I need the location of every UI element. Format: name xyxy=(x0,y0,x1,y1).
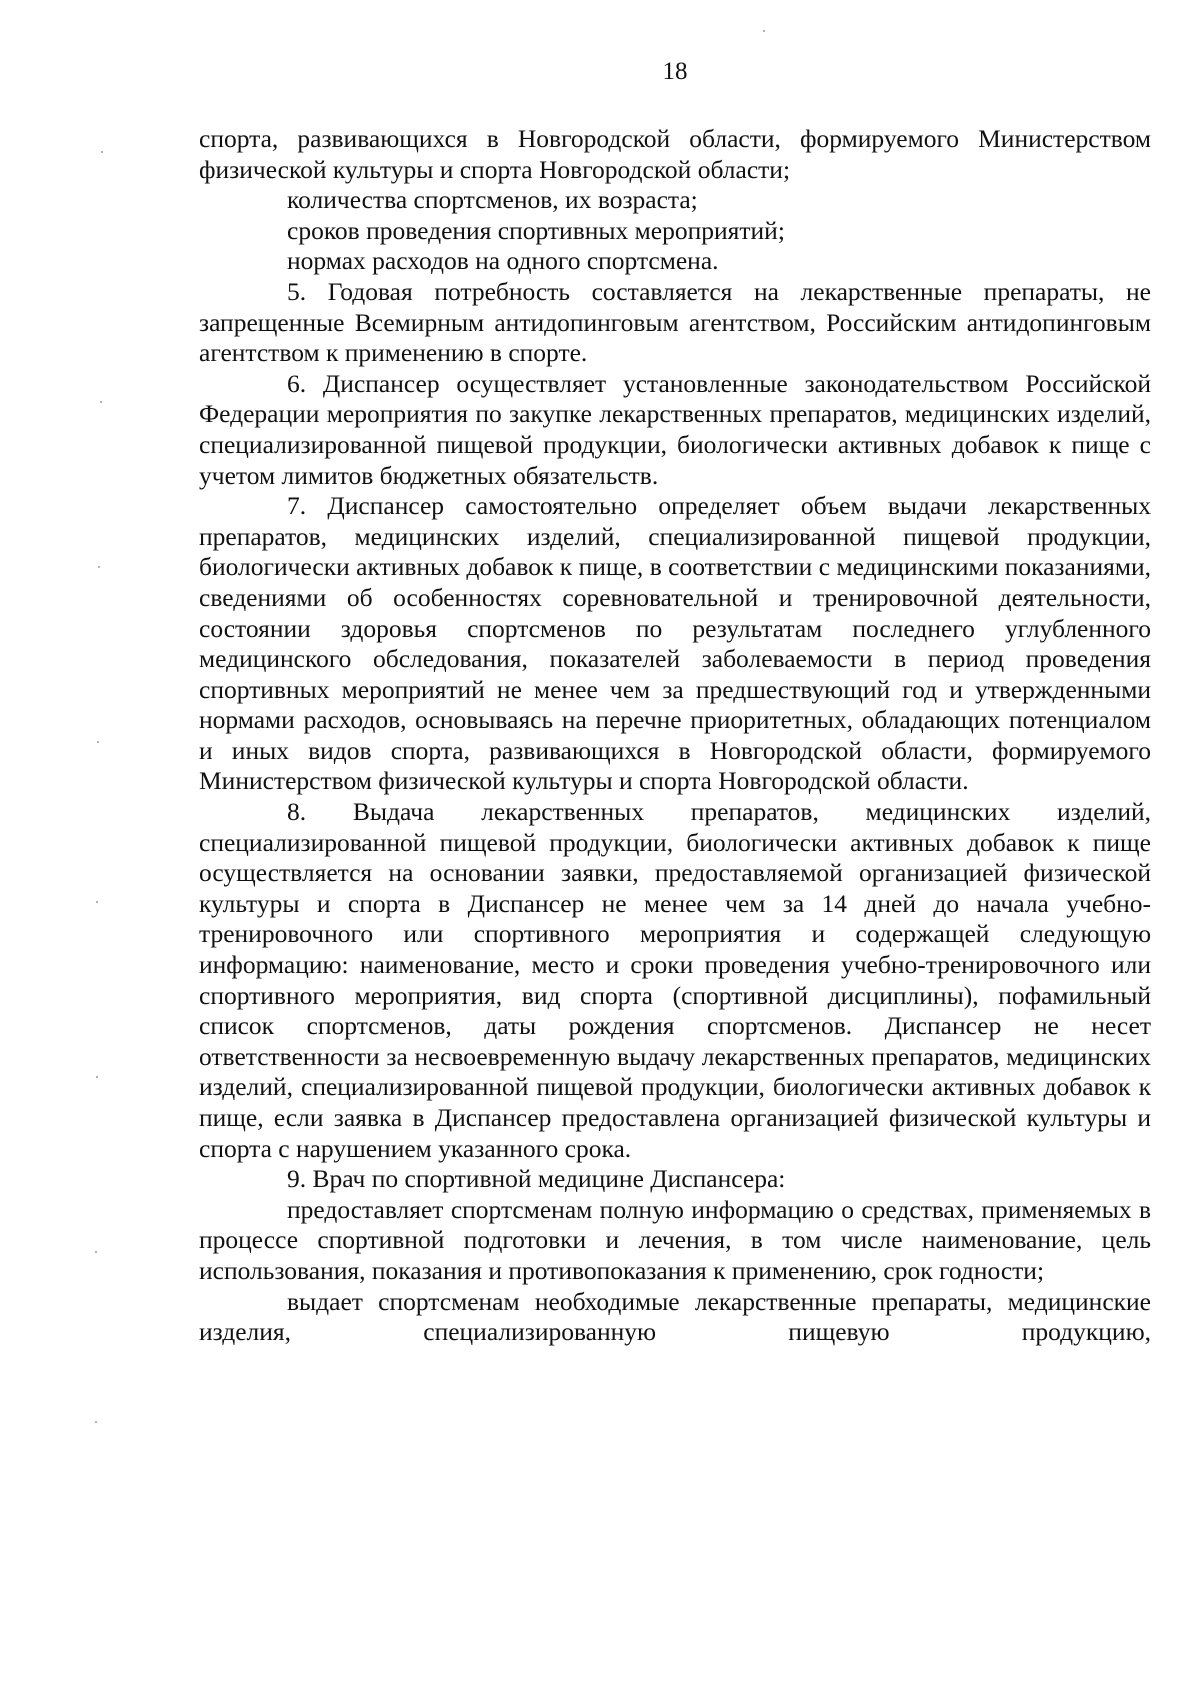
paragraph-item-9-information: предоставляет спортсменам полную информацию о средствах, применяемых в процессе спортивной подготовки и лечения, в том числе наименование, цель использования, показания и противопоказания к применению, срок годности; xyxy=(199,1194,1151,1285)
scan-speck xyxy=(763,30,765,32)
scan-speck xyxy=(95,1251,97,1253)
document-body xyxy=(199,124,1151,1348)
scan-speck xyxy=(100,401,102,403)
scan-speck xyxy=(101,151,103,153)
paragraph-list-item-athletes-count: количества спортсменов, их возраста; xyxy=(287,185,698,215)
scan-speck xyxy=(95,1421,97,1423)
scan-speck xyxy=(98,566,100,568)
paragraph-continuation: спорта, развивающихся в Новгородской области, формируемого Министерством физической культуры и спорта Новгородской области; xyxy=(199,124,1151,184)
scan-speck xyxy=(96,1076,98,1078)
paragraph-item-9-issuance: выдает спортсменам необходимые лекарственные препараты, медицинские изделия, специализированную пищевую продукцию, xyxy=(199,1286,1151,1347)
paragraph-list-item-event-dates: сроков проведения спортивных мероприятий; xyxy=(287,215,785,245)
scan-speck xyxy=(97,741,99,743)
paragraph-item-6: 6. Диспансер осуществляет установленные законодательством Российской Федерации мероприятия по закупке лекарственных препаратов, медицинских изделий, специализированной пищевой продукции, биологически активных добавок к пище с учетом лимитов бюджетных обязательств. xyxy=(199,368,1151,490)
paragraph-list-item-expense-norms: нормах расходов на одного спортсмена. xyxy=(287,246,719,276)
scan-speck xyxy=(96,901,98,903)
paragraph-item-8: 8. Выдача лекарственных препаратов, медицинских изделий, специализированной пищевой продукции, биологически активных добавок к пище осуществляется на основании заявки, предоставляемой организацией физической культуры и спорта в Диспансер не менее чем за 14 дней до начала учебно-тренировочного или спортивного мероприятия и содержащей следующую информацию: наименование, место и сроки проведения учебно-тренировочного или спортивного мероприятия, вид спорта (спортивной дисциплины), пофамильный список спортсменов, даты рождения спортсменов. Диспансер не несет ответственности за несвоевременную выдачу лекарственных препаратов, медицинских изделий, специализированной пищевой продукции, биологически активных добавок к пище, если заявка в Диспансер предоставлена организацией физической культуры и спорта с нарушением указанного срока. xyxy=(199,797,1151,1163)
page-number: 18 xyxy=(662,58,688,85)
paragraph-item-7: 7. Диспансер самостоятельно определяет объем выдачи лекарственных препаратов, медицинских изделий, специализированной пищевой продукции, биологически активных добавок к пище, в соответствии с медицинскими показаниями, сведениями об особенностях соревновательной и тренировочной деятельности, состоянии здоровья спортсменов по результатам последнего углубленного медицинского обследования, показателей заболеваемости в период проведения спортивных мероприятий не менее чем за предшествующий год и утвержденными нормами расходов, основываясь на перечне приоритетных, обладающих потенциалом и иных видов спорта, развивающихся в Новгородской области, формируемого Министерством физической культуры и спорта Новгородской области. xyxy=(199,491,1151,796)
paragraph-item-5: 5. Годовая потребность составляется на лекарственные препараты, не запрещенные Всемирным антидопинговым агентством, Российским антидопинговым агентством к применению в спорте. xyxy=(199,276,1151,368)
paragraph-item-9: 9. Врач по спортивной медицине Диспансера: xyxy=(287,1164,786,1194)
